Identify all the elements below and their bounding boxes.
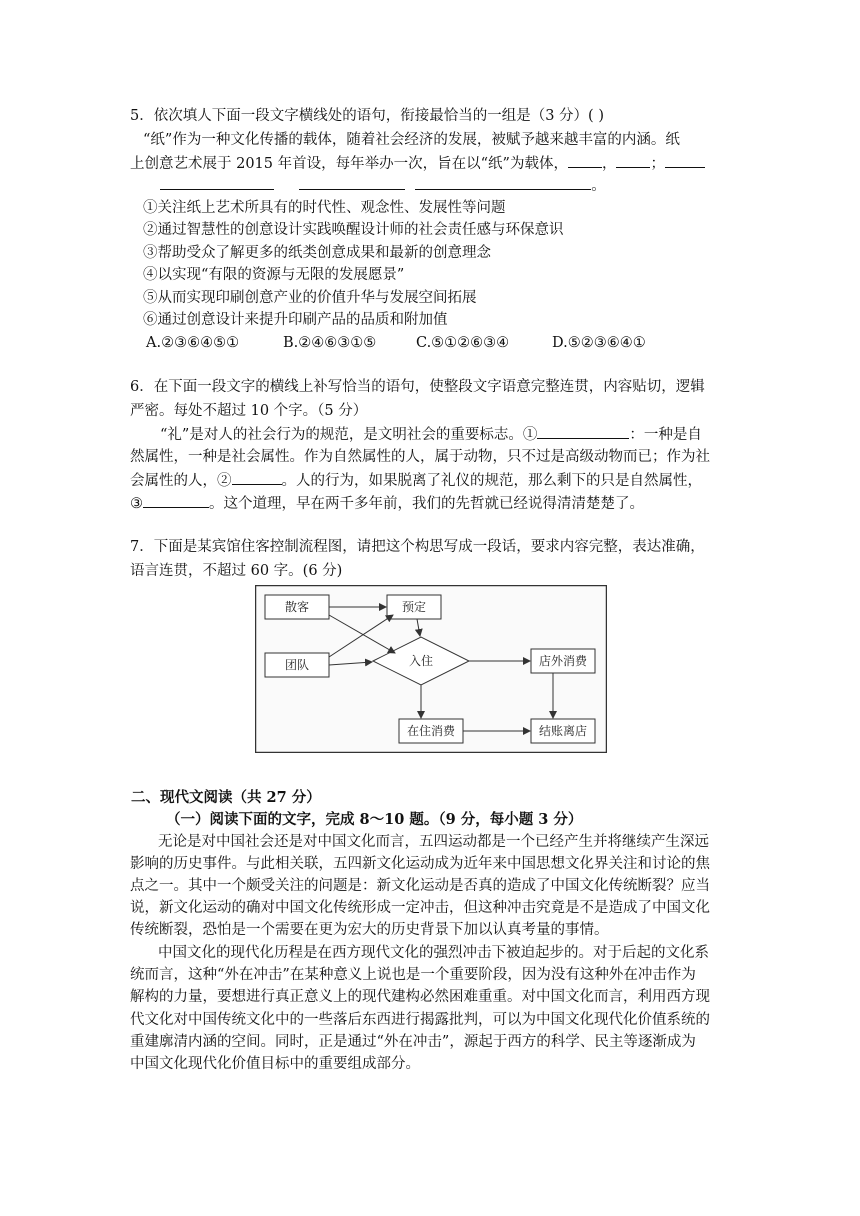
q7-title-line2: 语言连贯，不超过 60 字。(6 分) <box>130 563 343 579</box>
q5-para-line3 <box>160 175 606 196</box>
s2-para2-line1: 中国文化的现代化历程是在西方现代文化的强烈冲击下被迫起步的。对于后起的文化系 <box>158 945 709 961</box>
q6-p1-tail: ：一种是自 <box>629 427 702 443</box>
q5-choice-b[interactable]: B.②④⑥③①⑤ <box>283 335 377 351</box>
q5-option-2: ②通过智慧性的创意设计实践唤醒设计师的社会责任感与环保意识 <box>143 222 564 238</box>
q5-sep-2: ； <box>650 156 665 172</box>
q5-sep-1: ， <box>601 156 617 172</box>
q6-para-line1 <box>160 424 702 445</box>
q6-blank-1[interactable] <box>537 424 629 439</box>
q6-p4-tail: 。这个道理，早在两千多年前，我们的先哲就已经说得清清楚楚了。 <box>209 496 644 512</box>
q7-title-line1: 7．下面是某宾馆住客控制流程图，请把这个构思写成一段话，要求内容完整，表达准确， <box>130 539 705 555</box>
q5-para-line1: “纸”作为一种文化传播的载体，随着社会经济的发展，被赋予越来越丰富的内涵。纸 <box>143 132 680 148</box>
q5-option-5: ⑤从而实现印刷创意产业的价值升华与发展空间拓展 <box>143 290 477 306</box>
flow-label-zaizhu: 在住消费 <box>406 724 456 738</box>
q5-option-6: ⑥通过创意设计来提升印刷产品的品质和附加值 <box>143 312 448 328</box>
s2-para1-line2: 影响的历史事件。与此相关联，五四新文化运动成为近年来中国思想文化界关注和讨论的焦 <box>130 856 710 872</box>
q6-p3-text: 会属性的人，② <box>130 473 232 489</box>
s2-para1-line5: 传统断裂，恐怕是一个需要在更为宏大的历史背景下加以认真考量的事情。 <box>130 922 609 938</box>
s2-para2-line5: 重建廓清内涵的空间。同时，正是通过“外在冲击”，源起于西方的科学、民主等逐渐成为 <box>130 1034 696 1050</box>
q5-choice-d[interactable]: D.⑤②③⑥④① <box>552 335 646 351</box>
flow-label-sanke: 散客 <box>284 600 310 614</box>
flow-label-tuandui: 团队 <box>284 658 310 672</box>
q6-title-line2: 严密。每处不超过 10 个字。（5 分） <box>130 403 368 419</box>
q6-blank-2[interactable] <box>232 470 282 485</box>
q6-p1-text: “礼”是对人的社会行为的规范，是文明社会的重要标志。① <box>160 427 538 443</box>
q5-blank-3[interactable] <box>665 153 705 168</box>
q5-title: 5．依次填人下面一段文字横线处的语句，衔接最恰当的一组是（3 分）( ) <box>130 108 604 124</box>
q5-blank-4[interactable] <box>160 175 274 190</box>
flow-label-yuding: 预定 <box>401 600 427 614</box>
s2-para2-line3: 解构的力量，要想进行真正意义上的现代建构必然困难重重。对中国文化而言，利用西方现 <box>130 989 710 1005</box>
q5-end-mark: 。 <box>591 178 606 194</box>
flowchart-svg <box>255 585 607 753</box>
s2-para1-line1: 无论是对中国社会还是对中国文化而言，五四运动都是一个已经产生并将继续产生深远 <box>158 834 709 850</box>
q6-p3-tail: 。人的行为，如果脱离了礼仪的规范，那么剩下的只是自然属性， <box>281 473 702 489</box>
flow-label-jiezhang: 结账离店 <box>538 724 588 738</box>
q5-option-1: ①关注纸上艺术所具有的时代性、观念性、发展性等问题 <box>143 200 506 216</box>
q6-para-line3 <box>130 470 702 491</box>
q5-blank-1[interactable] <box>568 153 602 168</box>
q5-choice-c[interactable]: C.⑤①②⑥③④ <box>416 335 510 351</box>
q6-p4-mark: ③ <box>130 496 143 512</box>
s2-para2-line2: 统而言，这种“外在冲击”在某种意义上说也是一个重要阶段，因为没有这种外在冲击作为 <box>130 967 696 983</box>
s2-para1-line3: 点之一。其中一个颇受关注的问题是：新文化运动是否真的造成了中国文化传统断裂？应当 <box>130 878 710 894</box>
hotel-flowchart <box>255 585 607 753</box>
q5-blank-5[interactable] <box>299 175 405 190</box>
s2-para2-line4: 代文化对中国传统文化中的一些落后东西进行揭露批判，可以为中国文化现代化价值系统的 <box>130 1012 710 1028</box>
section2-title: 二、现代文阅读（共 27 分） <box>131 789 321 806</box>
q6-title-line1: 6．在下面一段文字的横线上补写恰当的语句，使整段文字语意完整连贯，内容贴切，逻辑 <box>130 379 705 395</box>
section2-subtitle: （一）阅读下面的文字，完成 8～10 题。（9 分，每小题 3 分） <box>166 811 583 828</box>
q5-para-line2-text: 上创意艺术展于 2015 年首设，每年举办一次，旨在以“纸”为载体， <box>130 156 568 172</box>
flow-label-dianwai: 店外消费 <box>538 654 588 668</box>
q6-blank-3[interactable] <box>143 493 209 508</box>
flow-label-ruzhu: 入住 <box>408 654 434 668</box>
s2-para1-line4: 说，新文化运动的确对中国文化传统形成一定冲击，但这种冲击究竟是不是造成了中国文化 <box>130 900 710 916</box>
q6-para-line2: 然属性，一种是社会属性。作为自然属性的人，属于动物，只不过是高级动物而已；作为社 <box>130 449 710 465</box>
q5-choice-a[interactable]: A.②③⑥④⑤① <box>146 335 240 351</box>
q5-para-line2 <box>130 153 705 174</box>
q5-option-4: ④以实现“有限的资源与无限的发展愿景” <box>143 267 405 283</box>
q5-blank-6[interactable] <box>415 175 591 190</box>
q5-blank-2[interactable] <box>616 153 650 168</box>
s2-para2-line6: 中国文化现代化价值目标中的重要组成部分。 <box>130 1056 420 1072</box>
q6-para-line4 <box>130 493 644 514</box>
q5-option-3: ③帮助受众了解更多的纸类创意成果和最新的创意理念 <box>143 245 491 261</box>
